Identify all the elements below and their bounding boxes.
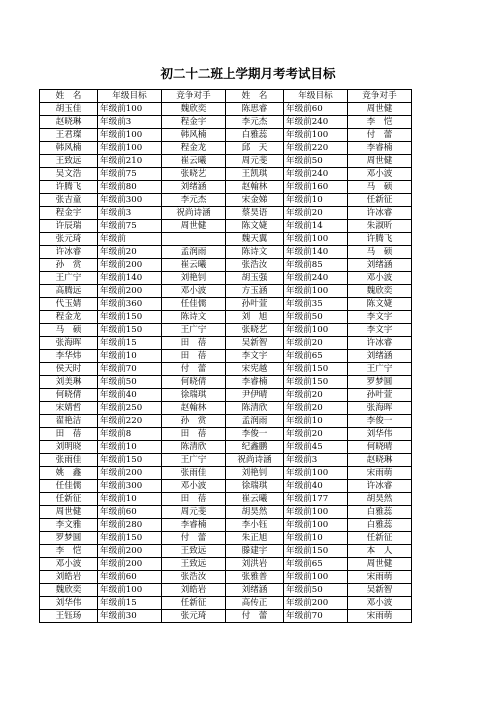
rival-name-cell: 邓小波	[162, 285, 226, 298]
student-name-cell: 翟艳洁	[40, 415, 98, 428]
table-row	[40, 493, 412, 506]
rival-name-cell: 任新征	[348, 194, 412, 207]
student-name-cell: 田 蓓	[40, 428, 98, 441]
table-row	[40, 506, 412, 519]
grade-target-cell: 年级前150	[98, 454, 162, 467]
student-name-cell: 纪鑫鹏	[226, 441, 284, 454]
grade-target-cell: 年级前20	[98, 246, 162, 259]
table-row	[40, 324, 412, 337]
rival-name-cell: 刘艳钊	[162, 272, 226, 285]
grade-target-cell: 年级前100	[98, 103, 162, 116]
grade-target-cell: 年级前20	[284, 389, 348, 402]
grade-target-cell: 年级前240	[284, 272, 348, 285]
rival-name-cell: 王致远	[162, 558, 226, 571]
rival-name-cell: 田 蓓	[162, 350, 226, 363]
grade-target-cell: 年级前40	[98, 389, 162, 402]
student-name-cell: 马 硕	[40, 324, 98, 337]
rival-name-cell: 周世健	[348, 558, 412, 571]
grade-target-cell: 年级前100	[98, 142, 162, 155]
grade-target-cell: 年级前210	[98, 155, 162, 168]
header-rival-2: 竞争对手	[348, 90, 412, 103]
rival-name-cell: 李元杰	[162, 194, 226, 207]
rival-name-cell: 程金龙	[162, 142, 226, 155]
rival-name-cell: 徐瑞琪	[162, 389, 226, 402]
student-name-cell: 张晓艺	[226, 324, 284, 337]
rival-name-cell: 许冰睿	[348, 207, 412, 220]
grade-target-cell: 年级前60	[98, 506, 162, 519]
rival-name-cell: 马 硕	[348, 246, 412, 259]
student-name-cell: 陈诗文	[226, 246, 284, 259]
grade-target-cell: 年级前150	[98, 532, 162, 545]
grade-target-cell: 年级前220	[98, 415, 162, 428]
rival-name-cell: 胡昊然	[348, 493, 412, 506]
student-name-cell: 刘绪涵	[226, 584, 284, 597]
grade-target-cell: 年级前100	[284, 571, 348, 584]
grade-target-cell: 年级前75	[98, 168, 162, 181]
student-name-cell: 代玉婧	[40, 298, 98, 311]
student-name-cell: 方玉涵	[226, 285, 284, 298]
grade-target-cell: 年级前100	[284, 467, 348, 480]
student-name-cell: 李华炜	[40, 350, 98, 363]
student-name-cell: 张雅普	[226, 571, 284, 584]
rival-name-cell: 张元琦	[162, 610, 226, 623]
table-row	[40, 207, 412, 220]
student-name-cell: 张海晖	[40, 337, 98, 350]
rival-name-cell: 田 蓓	[162, 337, 226, 350]
rival-name-cell: 许腾飞	[348, 233, 412, 246]
grade-target-cell: 年级前200	[98, 545, 162, 558]
student-name-cell: 王钰玚	[40, 610, 98, 623]
student-name-cell: 崔云曦	[226, 493, 284, 506]
table-row	[40, 168, 412, 181]
table-row	[40, 350, 412, 363]
student-name-cell: 王广宁	[40, 272, 98, 285]
rival-name-cell: 白雅蕊	[348, 506, 412, 519]
student-name-cell: 许冰睿	[40, 246, 98, 259]
rival-name-cell: 张浩汝	[162, 571, 226, 584]
table-row	[40, 129, 412, 142]
grade-target-cell: 年级前200	[98, 467, 162, 480]
table-row	[40, 441, 412, 454]
grade-target-cell: 年级前150	[284, 376, 348, 389]
grade-target-cell: 年级前150	[98, 324, 162, 337]
student-name-cell: 宋金娣	[226, 194, 284, 207]
rival-name-cell: 周世健	[162, 220, 226, 233]
grade-target-cell: 年级前20	[284, 207, 348, 220]
grade-target-cell: 年级前300	[98, 194, 162, 207]
grade-target-cell: 年级前10	[98, 350, 162, 363]
student-name-cell: 周世健	[40, 506, 98, 519]
rival-name-cell: 魏欣奕	[348, 285, 412, 298]
table-row	[40, 597, 412, 610]
grade-target-cell: 年级前200	[98, 259, 162, 272]
student-name-cell: 徐瑞琪	[226, 480, 284, 493]
grade-target-cell: 年级前100	[98, 129, 162, 142]
rival-name-cell: 付 蕾	[348, 129, 412, 142]
grade-target-cell: 年级前100	[284, 129, 348, 142]
student-name-cell: 李文雅	[40, 519, 98, 532]
rival-name-cell: 李睿楠	[348, 142, 412, 155]
rival-name-cell: 陈文婕	[348, 298, 412, 311]
student-name-cell: 吴文浩	[40, 168, 98, 181]
student-name-cell: 赵晓琳	[40, 116, 98, 129]
rival-name-cell: 朱淑昕	[348, 220, 412, 233]
student-name-cell: 刘皓岩	[40, 571, 98, 584]
grade-target-cell: 年级前85	[284, 259, 348, 272]
table-row	[40, 285, 412, 298]
rival-name-cell: 赵晓琳	[348, 454, 412, 467]
grade-target-cell: 年级前300	[98, 480, 162, 493]
rival-name-cell: 周世健	[348, 103, 412, 116]
grade-target-cell: 年级前14	[284, 220, 348, 233]
rival-name-cell: 张晓艺	[162, 168, 226, 181]
student-name-cell: 刘洪岩	[226, 558, 284, 571]
student-name-cell: 张吉童	[40, 194, 98, 207]
rival-name-cell: 田 蓓	[162, 428, 226, 441]
table-row	[40, 272, 412, 285]
table-row	[40, 584, 412, 597]
rival-name-cell: 崔云曦	[162, 259, 226, 272]
table-row	[40, 610, 412, 623]
table-row	[40, 467, 412, 480]
rival-name-cell: 任新征	[162, 597, 226, 610]
table-row	[40, 480, 412, 493]
table-row	[40, 155, 412, 168]
grade-target-cell: 年级前60	[98, 571, 162, 584]
grade-target-cell: 年级前70	[98, 363, 162, 376]
rival-name-cell: 王广宁	[162, 324, 226, 337]
table-row	[40, 298, 412, 311]
rival-name-cell: 白雅蕊	[348, 519, 412, 532]
rival-name-cell: 李俊一	[348, 415, 412, 428]
rival-name-cell: 刘绪涵	[348, 259, 412, 272]
student-name-cell: 王致远	[40, 155, 98, 168]
rival-name-cell: 李文宇	[348, 324, 412, 337]
rival-name-cell: 任新征	[348, 532, 412, 545]
grade-target-cell: 年级前10	[98, 441, 162, 454]
student-name-cell: 刘 旭	[226, 311, 284, 324]
student-name-cell: 李元杰	[226, 116, 284, 129]
rival-name-cell: 祝尚诗涵	[162, 207, 226, 220]
table-row	[40, 181, 412, 194]
student-name-cell: 张元琦	[40, 233, 98, 246]
rival-name-cell: 陈诗文	[162, 311, 226, 324]
grade-target-cell: 年级前50	[284, 584, 348, 597]
student-name-cell: 周元斐	[226, 155, 284, 168]
student-name-cell: 刘明晓	[40, 441, 98, 454]
rival-name-cell: 刘华伟	[348, 428, 412, 441]
table-row	[40, 194, 412, 207]
grade-target-cell: 年级前360	[98, 298, 162, 311]
page-title: 初二十二班上学期月考考试目标	[160, 66, 336, 81]
student-name-cell: 李俊一	[226, 428, 284, 441]
grade-target-cell: 年级前10	[284, 415, 348, 428]
student-name-cell: 孙 赏	[40, 259, 98, 272]
rival-name-cell: 许冰睿	[348, 480, 412, 493]
student-name-cell: 赵翰林	[226, 181, 284, 194]
header-name-1: 姓 名	[40, 90, 98, 103]
rival-name-cell: 崔云曦	[162, 155, 226, 168]
grade-target-cell: 年级前100	[284, 324, 348, 337]
table-row	[40, 363, 412, 376]
grade-target-cell: 年级前10	[284, 532, 348, 545]
grade-target-cell: 年级前220	[284, 142, 348, 155]
student-name-cell: 侯天时	[40, 363, 98, 376]
student-name-cell: 许腾飞	[40, 181, 98, 194]
header-target-2: 年级目标	[284, 90, 348, 103]
rival-name-cell: 马 硕	[348, 181, 412, 194]
rival-name-cell: 李文宇	[348, 311, 412, 324]
student-name-cell: 王凯琪	[226, 168, 284, 181]
table-row	[40, 532, 412, 545]
grade-target-cell: 年级前100	[98, 584, 162, 597]
student-name-cell: 胡玉强	[226, 272, 284, 285]
student-name-cell: 刘艳钊	[226, 467, 284, 480]
student-name-cell: 张浩汝	[226, 259, 284, 272]
grade-target-cell: 年级前200	[98, 558, 162, 571]
student-name-cell: 胡玉佳	[40, 103, 98, 116]
student-name-cell: 李睿楠	[226, 376, 284, 389]
grade-target-cell: 年级前	[98, 233, 162, 246]
grade-target-cell: 年级前3	[284, 454, 348, 467]
student-name-cell: 陈思睿	[226, 103, 284, 116]
table-row	[40, 376, 412, 389]
rival-name-cell: 赵翰林	[162, 402, 226, 415]
grade-target-cell: 年级前15	[98, 597, 162, 610]
student-name-cell: 李小钰	[226, 519, 284, 532]
student-name-cell: 付 蕾	[226, 610, 284, 623]
grade-target-cell: 年级前75	[98, 220, 162, 233]
grade-target-cell: 年级前20	[284, 337, 348, 350]
rival-name-cell: 许冰睿	[348, 337, 412, 350]
grade-target-cell: 年级前250	[98, 402, 162, 415]
grade-target-cell: 年级前240	[284, 168, 348, 181]
table-row	[40, 311, 412, 324]
student-name-cell: 邓小波	[40, 558, 98, 571]
grade-target-cell: 年级前80	[98, 181, 162, 194]
student-name-cell: 罗梦圆	[40, 532, 98, 545]
rival-name-cell: 张雨佳	[162, 467, 226, 480]
grade-target-cell: 年级前140	[98, 272, 162, 285]
student-name-cell: 高传正	[226, 597, 284, 610]
student-name-cell: 陈文婕	[226, 220, 284, 233]
grade-target-cell: 年级前10	[284, 194, 348, 207]
grade-target-cell: 年级前15	[98, 337, 162, 350]
student-name-cell: 宋宪越	[226, 363, 284, 376]
rival-name-cell: 宋雨萌	[348, 610, 412, 623]
grade-target-cell: 年级前3	[98, 116, 162, 129]
rival-name-cell: 王广宁	[348, 363, 412, 376]
table-row	[40, 142, 412, 155]
rival-name-cell: 孙 赏	[162, 415, 226, 428]
student-name-cell: 张雨佳	[40, 454, 98, 467]
student-name-cell: 宋婧哲	[40, 402, 98, 415]
rival-name-cell: 孟润雨	[162, 246, 226, 259]
grade-target-cell: 年级前50	[284, 311, 348, 324]
grade-target-cell: 年级前65	[284, 350, 348, 363]
rival-name-cell: 韩风楠	[162, 129, 226, 142]
student-name-cell: 任新征	[40, 493, 98, 506]
student-name-cell: 孟润雨	[226, 415, 284, 428]
grade-target-cell: 年级前100	[284, 233, 348, 246]
grade-target-cell: 年级前200	[98, 285, 162, 298]
grade-target-cell: 年级前240	[284, 116, 348, 129]
student-name-cell: 陈清欣	[226, 402, 284, 415]
student-name-cell: 刘美琳	[40, 376, 98, 389]
student-name-cell: 朱正旭	[226, 532, 284, 545]
rival-name-cell: 王致远	[162, 545, 226, 558]
grade-target-cell: 年级前65	[284, 558, 348, 571]
table-row	[40, 233, 412, 246]
table-row	[40, 220, 412, 233]
rival-name-cell: 付 蕾	[162, 363, 226, 376]
student-name-cell: 高腾远	[40, 285, 98, 298]
student-name-cell: 许辰瑞	[40, 220, 98, 233]
grade-target-cell: 年级前150	[284, 545, 348, 558]
rival-name-cell: 陈清欣	[162, 441, 226, 454]
grade-target-cell: 年级前140	[284, 246, 348, 259]
rival-name-cell: 邓小波	[162, 480, 226, 493]
grade-target-cell: 年级前150	[284, 363, 348, 376]
rival-name-cell: 何晓晴	[348, 441, 412, 454]
rival-name-cell: 付 蕾	[162, 532, 226, 545]
rival-name-cell: 孙叶萱	[348, 389, 412, 402]
rival-name-cell: 宋雨萌	[348, 571, 412, 584]
grade-target-cell: 年级前177	[284, 493, 348, 506]
student-name-cell: 白雅蕊	[226, 129, 284, 142]
student-name-cell: 胡昊然	[226, 506, 284, 519]
grade-target-cell: 年级前10	[98, 493, 162, 506]
grade-target-cell: 年级前100	[284, 519, 348, 532]
table-row	[40, 103, 412, 116]
table-row	[40, 558, 412, 571]
rival-name-cell: 本 人	[348, 545, 412, 558]
rival-name-cell: 张海晖	[348, 402, 412, 415]
student-name-cell: 蔡昊语	[226, 207, 284, 220]
grade-target-cell: 年级前3	[98, 207, 162, 220]
grade-target-cell: 年级前20	[284, 402, 348, 415]
student-name-cell: 李 恺	[40, 545, 98, 558]
rival-name-cell: 刘绪涵	[162, 181, 226, 194]
rival-name-cell: 罗梦圆	[348, 376, 412, 389]
grade-target-cell: 年级前45	[284, 441, 348, 454]
grade-target-cell: 年级前30	[98, 610, 162, 623]
table-row	[40, 519, 412, 532]
grade-target-cell: 年级前50	[284, 155, 348, 168]
table-row	[40, 402, 412, 415]
rival-name-cell: 王广宁	[162, 454, 226, 467]
rival-name-cell: 任佳儒	[162, 298, 226, 311]
student-name-cell: 吴新智	[226, 337, 284, 350]
rival-name-cell	[162, 233, 226, 246]
rival-name-cell: 宋雨萌	[348, 467, 412, 480]
rival-name-cell: 魏欣奕	[162, 103, 226, 116]
student-name-cell: 何晓倩	[40, 389, 98, 402]
table-row	[40, 545, 412, 558]
grade-target-cell: 年级前200	[284, 597, 348, 610]
student-name-cell: 程金龙	[40, 311, 98, 324]
table-row	[40, 415, 412, 428]
rival-name-cell: 李睿楠	[162, 519, 226, 532]
grade-target-cell: 年级前150	[98, 311, 162, 324]
grade-target-cell: 年级前70	[284, 610, 348, 623]
grade-target-cell: 年级前100	[284, 506, 348, 519]
student-name-cell: 魏欣奕	[40, 584, 98, 597]
table-row	[40, 337, 412, 350]
table-row	[40, 389, 412, 402]
grade-target-cell: 年级前20	[284, 428, 348, 441]
grade-target-cell: 年级前35	[284, 298, 348, 311]
target-table	[39, 89, 412, 623]
rival-name-cell: 吴新智	[348, 584, 412, 597]
rival-name-cell: 邓小波	[348, 597, 412, 610]
table-row	[40, 428, 412, 441]
student-name-cell: 任佳儒	[40, 480, 98, 493]
grade-target-cell: 年级前160	[284, 181, 348, 194]
student-name-cell: 魏天翼	[226, 233, 284, 246]
header-name-2: 姓 名	[226, 90, 284, 103]
rival-name-cell: 邓小波	[348, 168, 412, 181]
rival-name-cell: 刘绪涵	[348, 350, 412, 363]
student-name-cell: 刘华伟	[40, 597, 98, 610]
rival-name-cell: 周世健	[348, 155, 412, 168]
table-row	[40, 259, 412, 272]
rival-name-cell: 何晓倩	[162, 376, 226, 389]
grade-target-cell: 年级前40	[284, 480, 348, 493]
student-name-cell: 孙叶萱	[226, 298, 284, 311]
rival-name-cell: 程金宇	[162, 116, 226, 129]
rival-name-cell: 田 蓓	[162, 493, 226, 506]
student-name-cell: 祝尚诗涵	[226, 454, 284, 467]
rival-name-cell: 刘皓岩	[162, 584, 226, 597]
header-row	[40, 90, 412, 103]
student-name-cell: 邱 天	[226, 142, 284, 155]
student-name-cell: 李文宇	[226, 350, 284, 363]
grade-target-cell: 年级前100	[284, 285, 348, 298]
rival-name-cell: 邓小波	[348, 272, 412, 285]
table-row	[40, 246, 412, 259]
student-name-cell: 王君璨	[40, 129, 98, 142]
student-name-cell: 程金宇	[40, 207, 98, 220]
header-target-1: 年级目标	[98, 90, 162, 103]
grade-target-cell: 年级前60	[284, 103, 348, 116]
student-name-cell: 尹伊晴	[226, 389, 284, 402]
rival-name-cell: 李 恺	[348, 116, 412, 129]
table-row	[40, 454, 412, 467]
student-name-cell: 韩风楠	[40, 142, 98, 155]
grade-target-cell: 年级前8	[98, 428, 162, 441]
rival-name-cell: 周元斐	[162, 506, 226, 519]
table-row	[40, 571, 412, 584]
student-name-cell: 滕建宇	[226, 545, 284, 558]
grade-target-cell: 年级前280	[98, 519, 162, 532]
grade-target-cell: 年级前50	[98, 376, 162, 389]
student-name-cell: 姚 鑫	[40, 467, 98, 480]
table-row	[40, 116, 412, 129]
header-rival-1: 竞争对手	[162, 90, 226, 103]
